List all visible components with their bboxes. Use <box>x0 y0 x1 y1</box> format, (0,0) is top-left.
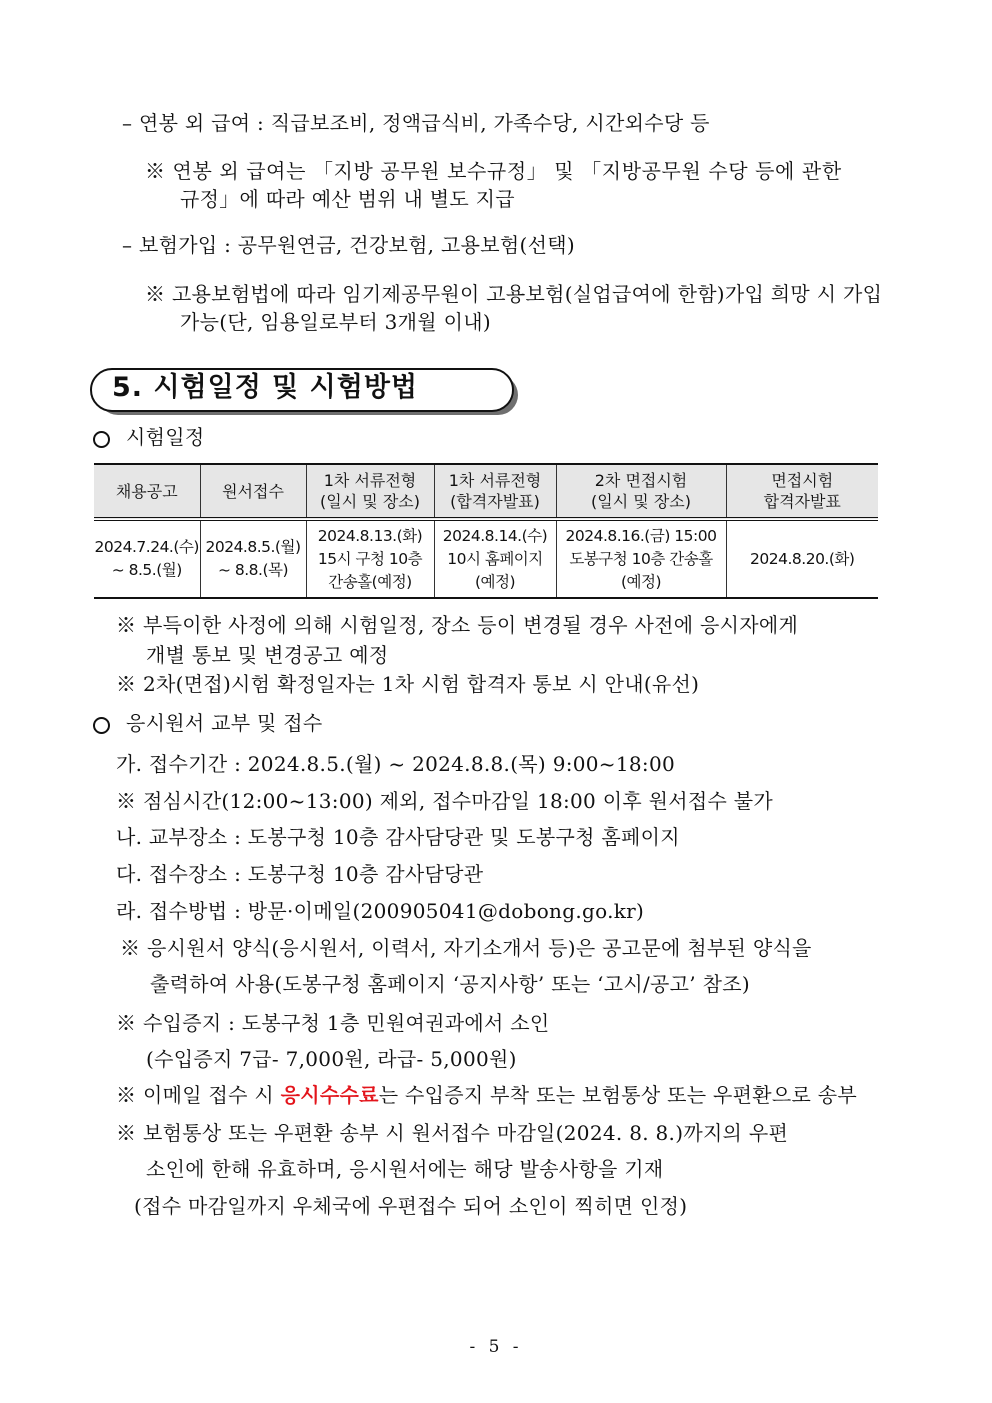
stamp-note-line-1: ※ 수입증지 : 도봉구청 1층 민원여권과에서 소인 <box>116 1011 550 1035</box>
email-note-prefix: ※ 이메일 접수 시 <box>116 1083 281 1107</box>
schedule-table-header-row <box>94 464 878 519</box>
form-note-line-2: 출력하여 사용(도봉구청 홈페이지 ‘공지사항’ 또는 ‘고시/공고’ 참조) <box>150 972 750 996</box>
application-method: 라. 접수방법 : 방문·이메일(200905041@dobong.go.kr) <box>116 899 645 923</box>
salary-note-line-1: ※ 연봉 외 급여는 「지방 공무원 보수규정」 및 「지방공무원 수당 등에 관한 <box>145 159 842 183</box>
email-note <box>116 1082 857 1108</box>
schedule-note-1-line-1: ※ 부득이한 사정에 의해 시험일정, 장소 등이 변경될 경우 사전에 응시자에게 <box>116 613 799 637</box>
application-fee-highlight: 응시수수료 <box>280 1083 379 1107</box>
form-note-line-1: ※ 응시원서 양식(응시원서, 이력서, 자기소개서 등)은 공고문에 첨부된 양식을 <box>120 936 812 960</box>
page-number: - 5 - <box>469 1337 523 1357</box>
application-period: 가. 접수기간 : 2024.8.5.(월) ~ 2024.8.8.(목) 9:00~18:00 <box>116 752 675 776</box>
receipt-place: 다. 접수장소 : 도봉구청 10층 감사담당관 <box>116 862 484 886</box>
table-cell: 2024.8.16.(금) 15:00 도봉구청 10층 간송홀 (예정) <box>556 519 726 598</box>
table-row <box>94 519 878 598</box>
header-cell: 채용공고 <box>94 464 200 519</box>
section-title: 5. 시험일정 및 시험방법 <box>112 372 418 403</box>
table-cell: 2024.8.5.(월) ~ 8.8.(목) <box>200 519 306 598</box>
schedule-heading: 시험일정 <box>126 425 205 449</box>
schedule-table <box>94 463 878 599</box>
insurance-note-line-2: 가능(단, 임용일로부터 3개월 이내) <box>180 310 491 334</box>
salary-line: – 연봉 외 급여 : 직급보조비, 정액급식비, 가족수당, 시간외수당 등 <box>122 111 710 135</box>
header-cell: 면접시험 합격자발표 <box>726 464 878 519</box>
application-heading: 응시원서 교부 및 접수 <box>126 711 323 735</box>
lunch-note: ※ 점심시간(12:00~13:00) 제외, 접수마감일 18:00 이후 원서접수 불가 <box>116 789 774 813</box>
header-cell: 1차 서류전형 (일시 및 장소) <box>306 464 434 519</box>
salary-note-line-2: 규정」에 따라 예산 범위 내 별도 지급 <box>180 187 515 211</box>
table-cell: 2024.8.14.(수) 10시 홈페이지 (예정) <box>434 519 556 598</box>
table-cell: 2024.8.20.(화) <box>726 519 878 598</box>
table-cell: 2024.7.24.(수) ~ 8.5.(월) <box>94 519 200 598</box>
header-cell: 2차 면접시험 (일시 및 장소) <box>556 464 726 519</box>
circle-bullet-icon <box>93 717 110 734</box>
circle-bullet-icon <box>93 431 110 448</box>
email-note-suffix: 는 수입증지 부착 또는 보험통상 또는 우편환으로 송부 <box>378 1083 858 1107</box>
insurance-line: – 보험가입 : 공무원연금, 건강보험, 고용보험(선택) <box>122 233 575 257</box>
mail-note-line-1: ※ 보험통상 또는 우편환 송부 시 원서접수 마감일(2024. 8. 8.)까지의 우편 <box>116 1121 789 1145</box>
header-cell: 원서접수 <box>200 464 306 519</box>
stamp-note-line-2: (수입증지 7급- 7,000원, 라급- 5,000원) <box>146 1047 517 1071</box>
schedule-note-1-line-2: 개별 통보 및 변경공고 예정 <box>146 643 389 667</box>
header-cell: 1차 서류전형 (합격자발표) <box>434 464 556 519</box>
mail-note-line-3: (접수 마감일까지 우체국에 우편접수 되어 소인이 찍히면 인정) <box>134 1194 688 1218</box>
table-cell: 2024.8.13.(화) 15시 구청 10층 간송홀(예정) <box>306 519 434 598</box>
schedule-note-2: ※ 2차(면접)시험 확정일자는 1차 시험 합격자 통보 시 안내(유선) <box>116 672 700 696</box>
issue-place: 나. 교부장소 : 도봉구청 10층 감사담당관 및 도봉구청 홈페이지 <box>116 825 680 849</box>
mail-note-line-2: 소인에 한해 유효하며, 응시원서에는 해당 발송사항을 기재 <box>146 1157 664 1181</box>
insurance-note-line-1: ※ 고용보험법에 따라 임기제공무원이 고용보험(실업급여에 한함)가입 희망 시 가입 <box>145 282 883 306</box>
